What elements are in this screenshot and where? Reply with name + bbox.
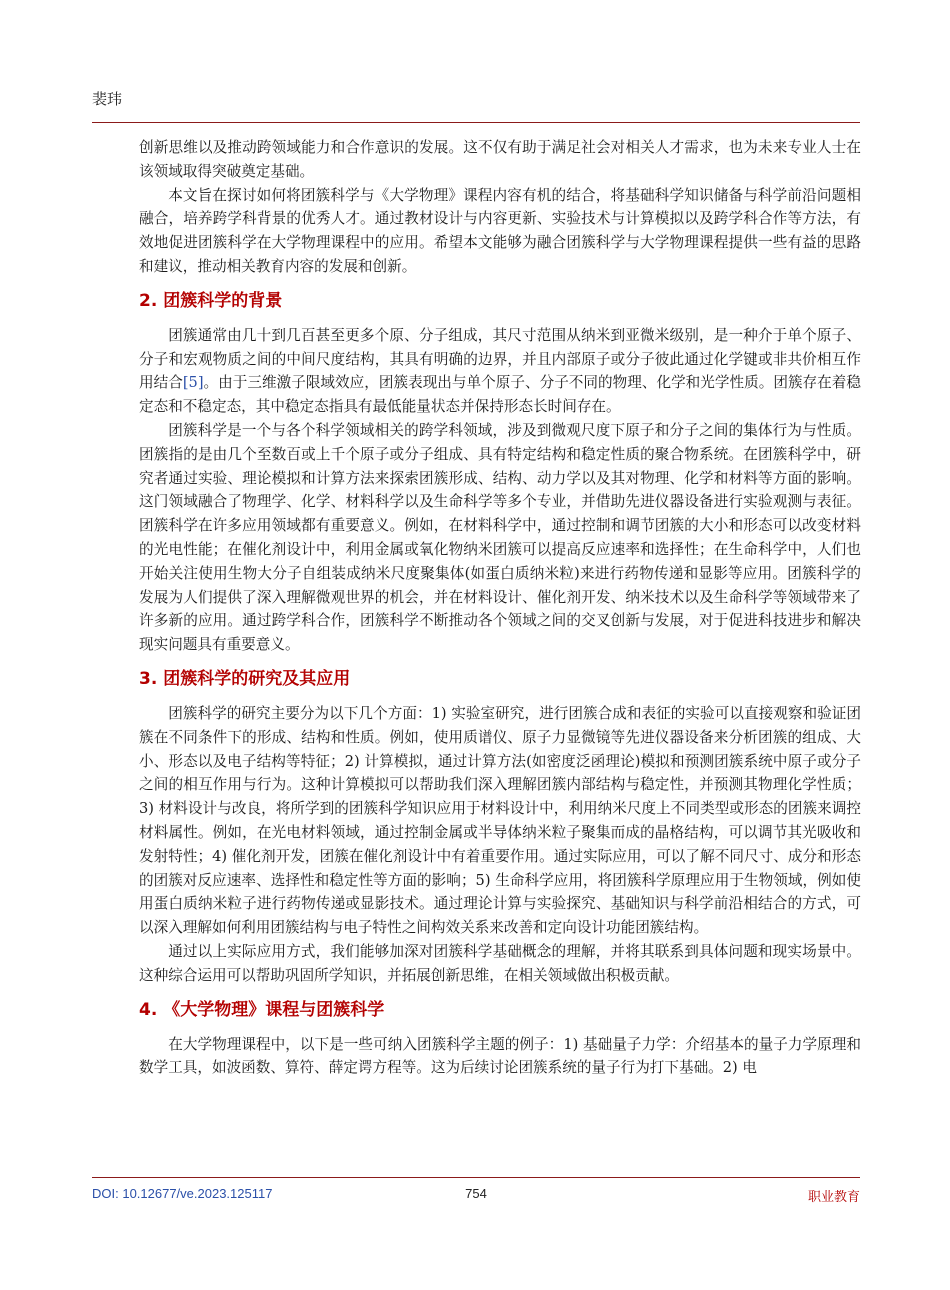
paragraph-course-topics: 在大学物理课程中，以下是一些可纳入团簇科学主题的例子：1) 基础量子力学：介绍基本的量子力学原理和数学工具，如波函数、算符、薛定谔方程等。这为后续讨论团簇系统的量子行为打下基础。2) 电 <box>139 1035 861 1077</box>
section-heading-3: 3. 团簇科学的研究及其应用 <box>139 668 351 689</box>
doi-link[interactable]: DOI: 10.12677/ve.2023.125117 <box>92 1186 273 1201</box>
paragraph-continued: 创新思维以及推动跨领域能力和合作意识的发展。这不仅有助于满足社会对相关人才需求，也为未来专业人士在该领域取得突破奠定基础。 <box>139 139 861 180</box>
article-body <box>139 136 861 1080</box>
header-divider <box>92 122 860 123</box>
footer-divider <box>92 1177 860 1178</box>
page-number: 754 <box>465 1186 487 1201</box>
running-head-author: 裴玮 <box>92 90 123 108</box>
paragraph-text-b: 。由于三维激子限域效应，团簇表现出与单个原子、分子不同的物理、化学和光学性质。团簇存在着稳定态和不稳定态，其中稳定态指具有最低能量状态并保持形态长时间存在。 <box>139 374 861 416</box>
section-heading-4: 4. 《大学物理》课程与团簇科学 <box>139 999 385 1020</box>
citation-link[interactable]: [5] <box>182 374 204 392</box>
paragraph-applications-summary: 通过以上实际应用方式，我们能够加深对团簇科学基础概念的理解，并将其联系到具体问题和现实场景中。这种综合运用可以帮助巩固所学知识，并拓展创新思维，在相关领域做出积极贡献。 <box>139 942 861 984</box>
section-heading-2: 2. 团簇科学的背景 <box>139 290 283 311</box>
paragraph-cluster-science: 团簇科学是一个与各个科学领域相关的跨学科领域，涉及到微观尺度下原子和分子之间的集体行为与性质。团簇指的是由几个至数百或上千个原子或分子组成、具有特定结构和稳定性质的聚合物系统。在团簇科学中，研究者通过实验、理论模拟和计算方法来探索团簇形成、结构、动力学以及其对物理、化学和材料等方面的影响。这门领域融合了物理学、化学、材料科学以及生命科学等多个专业，并借助先进仪器设备进行实验观测与表征。团簇科学在许多应用领域都有重要意义。例如，在材料科学中，通过控制和调节团簇的大小和形态可以改变材料的光电性能；在催化剂设计中，利用金属或氧化物纳米团簇可以提高反应速率和选择性；在生命科学中，人们也开始关注使用生物大分子自组装成纳米尺度聚集体(如蛋白质纳米粒)来进行药物传递和显影等应用。团簇科学的发展为人们提供了深入理解微观世界的机会，并在材料设计、催化剂开发、纳米技术以及生命科学等领域带来了许多新的应用。通过跨学科合作，团簇科学不断推动各个领域之间的交叉创新与发展，对于促进科技进步和解决现实问题具有重要意义。 <box>139 421 861 654</box>
paragraph-research-areas: 团簇科学的研究主要分为以下几个方面：1) 实验室研究，进行团簇合成和表征的实验可以直接观察和验证团簇在不同条件下的形成、结构和性质。例如，使用质谱仪、原子力显微镜等先进仪器设备来分析团簇的组成、大小、形态以及电子结构等特征；2) 计算模拟，通过计算方法(如密度泛函理论)模拟和预测团簇系统中原子或分子之间的相互作用与行为。这种计算模拟可以帮助我们深入理解团簇内部结构与稳定性，并预测其物理化学性质；3) 材料设计与改良，将所学到的团簇科学知识应用于材料设计中，利用纳米尺度上不同类型或形态的团簇来调控材料属性。例如，在光电材料领域，通过控制金属或半导体纳米粒子聚集而成的晶格结构，可以调节其光吸收和发射特性；4) 催化剂开发，团簇在催化剂设计中有着重要作用。通过实际应用，可以了解不同尺寸、成分和形态的团簇对反应速率、选择性和稳定性等方面的影响；5) 生命科学应用，将团簇科学原理应用于生物领域，例如使用蛋白质纳米粒子进行药物传递或显影技术。通过理论计算与实验探究、基础知识与科学前沿相结合的方式，可以深入理解如何利用团簇结构与电子特性之间构效关系来改善和定向设计功能团簇结构。 <box>139 704 861 937</box>
paragraph-text-a: 团簇通常由几十到几百甚至更多个原、分子组成，其尺寸范围从纳米到亚微米级别，是一种介于单个原子、分子和宏观物质之间的中间尺度结构，其具有明确的边界，并且内部原子或分子彼此通过化学键或非共价相互作用结合 <box>139 326 861 392</box>
paragraph-cluster-definition <box>139 324 861 419</box>
journal-name: 职业教育 <box>807 1189 860 1204</box>
paragraph-intro-aim: 本文旨在探讨如何将团簇科学与《大学物理》课程内容有机的结合，将基础科学知识储备与科学前沿问题相融合，培养跨学科背景的优秀人才。通过教材设计与内容更新、实验技术与计算模拟以及跨学科合作等方法，有效地促进团簇科学在大学物理课程中的应用。希望本文能够为融合团簇科学与大学物理课程提供一些有益的思路和建议，推动相关教育内容的发展和创新。 <box>139 186 861 275</box>
